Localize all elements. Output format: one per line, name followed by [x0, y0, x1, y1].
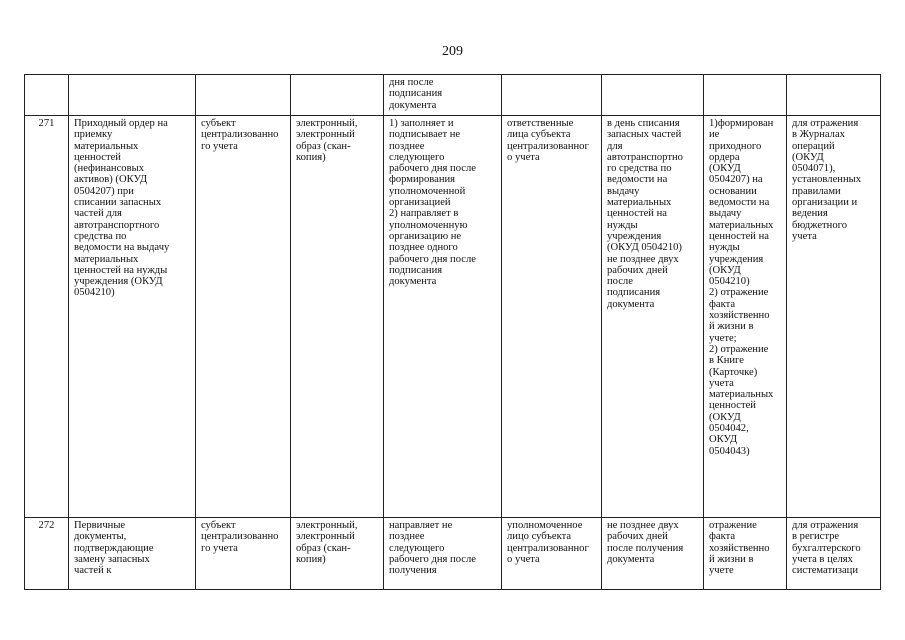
cell-deadline	[602, 75, 704, 116]
cell-procedure: дня после подписания документа	[384, 75, 502, 116]
cell-document-name: Приходный ордер на приемку материальных ценностей (нефинансовых активов) (ОКУД 0504207) при списании запасных частей для автотранспортного средства по ведомости на выдачу материальных ценностей на нужды учреждения (ОКУД 0504210)	[69, 116, 196, 518]
cell-document-format	[291, 75, 384, 116]
cell-actions: отражение факта хозяйственно й жизни в учете	[704, 518, 787, 590]
cell-deadline: в день списания запасных частей для автотранспортно го средства по ведомости на выдачу материальных ценностей на нужды учреждения (ОКУД 0504210) не позднее двух рабочих дней после подписания документа	[602, 116, 704, 518]
cell-procedure: 1) заполняет и подписывает не позднее следующего рабочего дня после формирования уполномоченной организацией 2) направляет в уполномоченную организацию не позднее одного рабочего дня после подписания документа	[384, 116, 502, 518]
cell-responsible-subject	[196, 75, 291, 116]
page-number: 209	[442, 44, 463, 59]
cell-purpose	[787, 75, 881, 116]
cell-responsible-persons: ответственные лица субъекта централизованног о учета	[502, 116, 602, 518]
cell-row-number: 271	[25, 116, 69, 518]
cell-deadline: не позднее двух рабочих дней после получения документа	[602, 518, 704, 590]
cell-row-number: 272	[25, 518, 69, 590]
regulation-table	[24, 74, 881, 590]
cell-responsible-persons	[502, 75, 602, 116]
table-row-continuation	[25, 75, 881, 116]
cell-document-name: Первичные документы, подтверждающие замену запасных частей к	[69, 518, 196, 590]
cell-document-format: электронный, электронный образ (скан- копия)	[291, 116, 384, 518]
cell-responsible-subject: субъект централизованно го учета	[196, 518, 291, 590]
cell-document-format: электронный, электронный образ (скан- копия)	[291, 518, 384, 590]
cell-responsible-persons: уполномоченное лицо субъекта централизованног о учета	[502, 518, 602, 590]
cell-procedure: направляет не позднее следующего рабочего дня после получения	[384, 518, 502, 590]
cell-responsible-subject: субъект централизованно го учета	[196, 116, 291, 518]
cell-actions: 1)формирован ие приходного ордера (ОКУД 0504207) на основании ведомости на выдачу материальных ценностей на нужды учреждения (ОКУД 0504210) 2) отражение факта хозяйственно й жизни в учете; 2) отражение в Книге (Карточке) учета материальных ценностей (ОКУД 0504042, ОКУД 0504043)	[704, 116, 787, 518]
cell-purpose: для отражения в Журналах операций (ОКУД 0504071), установленных правилами организации и ведения бюджетного учета	[787, 116, 881, 518]
cell-purpose: для отражения в регистре бухгалтерского учета в целях систематизаци	[787, 518, 881, 590]
table-row-271	[25, 116, 881, 518]
table-row-272	[25, 518, 881, 590]
cell-document-name	[69, 75, 196, 116]
cell-row-number	[25, 75, 69, 116]
cell-actions	[704, 75, 787, 116]
